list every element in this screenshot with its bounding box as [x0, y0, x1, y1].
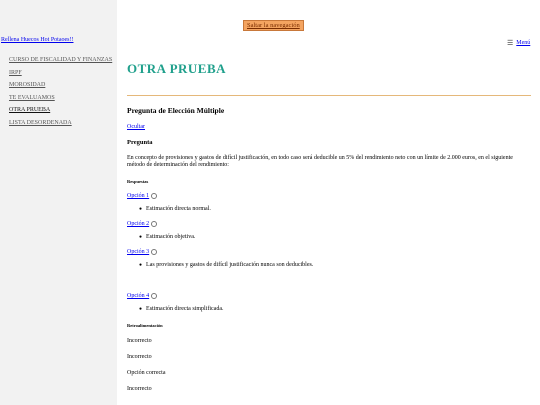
- feedback-item-4: Incorrecto: [127, 386, 152, 392]
- sidebar-item-morosidad[interactable]: MOROSIDAD: [9, 82, 46, 88]
- option-3-link[interactable]: Opción 3: [127, 249, 150, 255]
- title-divider: [127, 95, 531, 96]
- option-2-description: [139, 234, 531, 240]
- bullet-icon: ●: [139, 306, 143, 312]
- question-type-title: Pregunta de Elección Múltiple: [127, 106, 225, 115]
- feedback-item-2: Incorrecto: [127, 354, 152, 360]
- menu-button[interactable]: [507, 39, 530, 47]
- option-2-text: Estimación objetiva.: [146, 234, 196, 240]
- option-4-description: [139, 306, 531, 312]
- menu-label: Menú: [516, 40, 531, 46]
- option-3-text: Las provisiones y gastos de difícil justificación nunca son deducibles.: [146, 262, 314, 268]
- sidebar-item-curso-fiscalidad[interactable]: CURSO DE FISCALIDAD Y FINANZAS: [9, 57, 113, 63]
- question-text: En concepto de provisiones y gastos de difícil justificación, en todo caso será deducible un 5% del rendimiento neto con un límite de 2.000 euros, en el siguiente método de determinación del rendimiento:: [127, 155, 513, 168]
- page-title: OTRA PRUEBA: [127, 61, 227, 76]
- answers-heading: Respuestas: [127, 179, 149, 184]
- option-3-radio[interactable]: [151, 249, 157, 255]
- main-content: [127, 55, 531, 392]
- option-1-radio[interactable]: [151, 193, 157, 199]
- option-2-radio[interactable]: [151, 221, 157, 227]
- option-1-text: Estimación directa normal.: [146, 206, 211, 212]
- site-title-link[interactable]: Rellena Huecos Hot Potaoes!!: [1, 37, 74, 43]
- skip-navigation-link[interactable]: Saltar la navegación: [243, 20, 304, 31]
- feedback-heading: Retroalimentación: [127, 323, 163, 328]
- header: [117, 0, 540, 42]
- spacer: [127, 268, 531, 284]
- bullet-icon: ●: [139, 206, 143, 212]
- option-1-description: [139, 206, 531, 212]
- option-2: [127, 221, 531, 227]
- hide-link[interactable]: Ocultar: [127, 124, 145, 130]
- feedback-item-3: Opción correcta: [127, 370, 166, 376]
- option-4-link[interactable]: Opción 4: [127, 293, 150, 299]
- option-4-text: Estimación directa simplificada.: [146, 306, 224, 312]
- bullet-icon: ●: [139, 262, 143, 268]
- option-1-link[interactable]: Opción 1: [127, 193, 150, 199]
- hamburger-icon: ☰: [507, 39, 514, 47]
- sidebar-item-irpf[interactable]: IRPF: [9, 69, 22, 76]
- sidebar-item-otra-prueba[interactable]: OTRA PRUEBA: [9, 107, 51, 113]
- sidebar-nav: [9, 57, 113, 132]
- sidebar-item-te-evaluamos[interactable]: TE EVALUAMOS: [9, 94, 55, 101]
- option-4: [127, 293, 531, 299]
- bullet-icon: ●: [139, 234, 143, 240]
- question-section-label: Pregunta: [127, 139, 153, 146]
- sidebar-item-lista-desordenada[interactable]: LISTA DESORDENADA: [9, 119, 72, 126]
- option-4-radio[interactable]: [151, 293, 157, 299]
- option-1: [127, 193, 531, 199]
- feedback-item-1: Incorrecto: [127, 338, 152, 344]
- option-2-link[interactable]: Opción 2: [127, 221, 150, 227]
- option-3: [127, 249, 531, 255]
